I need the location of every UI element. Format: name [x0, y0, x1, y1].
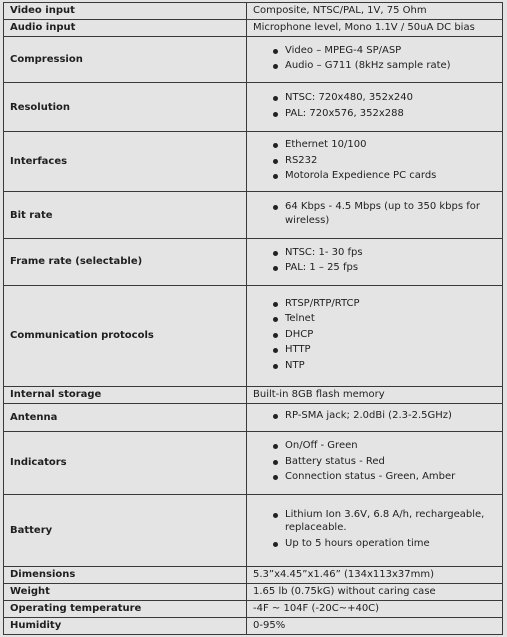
list-item	[275, 439, 496, 453]
list-item-text: DHCP	[285, 328, 314, 340]
list-item	[275, 261, 496, 275]
bullet-icon	[273, 317, 278, 322]
bullet-icon	[273, 475, 278, 480]
list-item-text: PAL: 720x576, 352x288	[285, 107, 404, 119]
list-item-text: PAL: 1 – 25 fps	[285, 262, 359, 274]
list-item-text: Motorola Expedience PC cards	[285, 170, 437, 182]
list-item	[275, 59, 496, 73]
list-item-text: Lithium Ion 3.6V, 6.8 A/h, rechargeable, replaceable.	[285, 508, 485, 534]
bullet-icon	[273, 96, 278, 101]
row-value-list	[247, 404, 503, 432]
table-row	[4, 132, 503, 192]
list-item-text: On/Off - Green	[285, 440, 358, 452]
table-row	[4, 36, 503, 83]
table-row	[4, 495, 503, 567]
list-item	[275, 200, 496, 227]
list-item-text: RP-SMA jack; 2.0dBi (2.3-2.5GHz)	[285, 410, 452, 422]
table-row	[4, 431, 503, 495]
bullet-icon	[273, 460, 278, 465]
row-label: Compression	[4, 36, 247, 83]
bullet-icon	[273, 266, 278, 271]
table-row	[4, 601, 503, 618]
list-item	[275, 328, 496, 342]
list-item-text: Video – MPEG-4 SP/ASP	[285, 44, 402, 56]
list-item-text: Ethernet 10/100	[285, 139, 367, 151]
spec-table-body	[4, 3, 503, 635]
table-row	[4, 618, 503, 635]
row-label: Battery	[4, 495, 247, 567]
table-row	[4, 567, 503, 584]
row-value: 0-95%	[247, 618, 503, 635]
list-item	[275, 138, 496, 152]
list-item-text: Battery status - Red	[285, 455, 385, 467]
list-item	[275, 343, 496, 357]
bullet-icon	[273, 49, 278, 54]
list-item-text: NTP	[285, 359, 305, 371]
row-value-list	[247, 83, 503, 132]
list-item-text: NTSC: 1- 30 fps	[285, 246, 363, 258]
bullet-icon	[273, 333, 278, 338]
bullet-icon	[273, 364, 278, 369]
table-row	[4, 404, 503, 432]
bullet-icon	[273, 205, 278, 210]
bullet-icon	[273, 513, 278, 518]
bullet-icon	[273, 159, 278, 164]
row-label: Video input	[4, 3, 247, 20]
list-item-text: Connection status - Green, Amber	[285, 471, 456, 483]
bullet-icon	[273, 414, 278, 419]
row-value: -4F ~ 104F (-20C~+40C)	[247, 601, 503, 618]
table-row	[4, 584, 503, 601]
row-label: Internal storage	[4, 387, 247, 404]
row-label: Antenna	[4, 404, 247, 432]
list-item	[275, 470, 496, 484]
bullet-icon	[273, 348, 278, 353]
list-item-text: Up to 5 hours operation time	[285, 537, 430, 549]
row-value-list	[247, 431, 503, 495]
row-label: Bit rate	[4, 192, 247, 239]
list-item	[275, 312, 496, 326]
row-label: Dimensions	[4, 567, 247, 584]
list-item	[275, 455, 496, 469]
bullet-icon	[273, 302, 278, 307]
table-row	[4, 285, 503, 387]
spec-table	[3, 2, 503, 635]
list-item	[275, 359, 496, 373]
list-item-text: HTTP	[285, 344, 311, 356]
bullet-icon	[273, 143, 278, 148]
bullet-icon	[273, 112, 278, 117]
row-value: Microphone level, Mono 1.1V / 50uA DC bias	[247, 19, 503, 36]
bullet-icon	[273, 174, 278, 179]
bullet-icon	[273, 542, 278, 547]
table-row	[4, 19, 503, 36]
list-item	[275, 44, 496, 58]
list-item	[275, 297, 496, 311]
row-value: 1.65 lb (0.75kG) without caring case	[247, 584, 503, 601]
bullet-icon	[273, 251, 278, 256]
row-label: Frame rate (selectable)	[4, 239, 247, 286]
row-label: Resolution	[4, 83, 247, 132]
row-value-list	[247, 495, 503, 567]
row-label: Interfaces	[4, 132, 247, 192]
list-item-text: NTSC: 720x480, 352x240	[285, 92, 414, 104]
list-item-text: 64 Kbps - 4.5 Mbps (up to 350 kbps for wireless)	[285, 201, 480, 226]
list-item	[275, 537, 496, 551]
row-label: Indicators	[4, 431, 247, 495]
list-item	[275, 409, 496, 423]
list-item	[275, 107, 496, 121]
table-row	[4, 83, 503, 132]
list-item	[275, 154, 496, 168]
table-row	[4, 3, 503, 20]
bullet-icon	[273, 64, 278, 69]
row-label: Communication protocols	[4, 285, 247, 387]
list-item-text: RS232	[285, 154, 318, 166]
row-label: Humidity	[4, 618, 247, 635]
table-row	[4, 239, 503, 286]
row-value-list	[247, 239, 503, 286]
list-item-text: Telnet	[285, 313, 315, 325]
bullet-icon	[273, 444, 278, 449]
list-item	[275, 508, 496, 535]
list-item-text: Audio – G711 (8kHz sample rate)	[285, 60, 451, 72]
list-item	[275, 91, 496, 105]
table-row	[4, 387, 503, 404]
row-value-list	[247, 36, 503, 83]
row-value: 5.3”x4.45”x1.46” (134x113x37mm)	[247, 567, 503, 584]
row-value-list	[247, 285, 503, 387]
table-row	[4, 192, 503, 239]
row-value-list	[247, 132, 503, 192]
row-label: Audio input	[4, 19, 247, 36]
list-item	[275, 246, 496, 260]
list-item	[275, 169, 496, 183]
list-item-text: RTSP/RTP/RTCP	[285, 297, 360, 309]
row-label: Operating temperature	[4, 601, 247, 618]
row-value-list	[247, 192, 503, 239]
row-label: Weight	[4, 584, 247, 601]
row-value: Composite, NTSC/PAL, 1V, 75 Ohm	[247, 3, 503, 20]
row-value: Built-in 8GB flash memory	[247, 387, 503, 404]
